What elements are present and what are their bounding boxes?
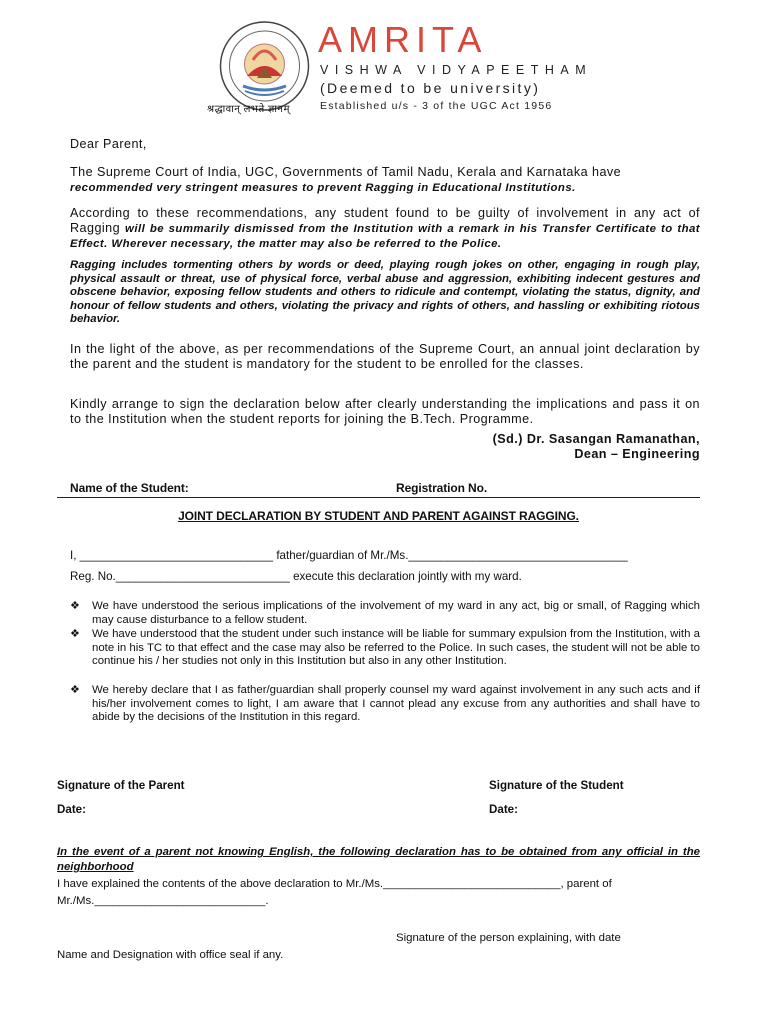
paragraph-2-text: According to these recommendations, any student found to be guilty of involvement in any act of Ragging	[70, 206, 700, 235]
list-item	[70, 684, 700, 726]
explain-line-2: Mr./Ms.___________________________.	[57, 895, 269, 907]
declaration-line-regno: Reg. No.___________________________ execute this declaration jointly with my ward.	[70, 570, 522, 583]
diamond-bullet-icon: ❖	[70, 684, 80, 696]
paragraph-5: Kindly arrange to sign the declaration below after clearly understanding the implications and pass it on to the Institution when the student reports for joining the B.Tech. Programme.	[70, 397, 700, 426]
designation-label: Name and Designation with office seal if any.	[57, 949, 284, 961]
divider	[57, 497, 700, 498]
paragraph-2-emphasis: will be summarily dismissed from the Institution with a remark in his Transfer Certificate to that Effect. Wherever necessary, the matter may also be referred to the Police.	[70, 222, 701, 251]
brand-name: AMRITA	[318, 19, 488, 60]
declaration-title: JOINT DECLARATION BY STUDENT AND PARENT AGAINST RAGGING.	[178, 509, 579, 523]
parent-signature-label: Signature of the Parent	[57, 779, 185, 792]
declaration-line-guardian: I, ______________________________ father/guardian of Mr./Ms.__________________________________	[70, 549, 628, 562]
parent-date-label: Date:	[57, 803, 86, 816]
paragraph-3: Ragging includes tormenting others by words or deed, playing rough jokes on other, engaging in rough play, physical assault or threat, use of physical force, verbal abuse and aggression, exhibiting indecent gestures and obscene behavior, exposing fellow students and others to ridicule and contempt, violating the status, dignity, and honour of fellow students and others, violating the privacy and rights of others, and hassling or exhibiting riotous behavior.	[70, 259, 700, 326]
brand-subtitle: VISHWA VIDYAPEETHAM	[320, 63, 593, 77]
diamond-bullet-icon: ❖	[70, 600, 80, 612]
list-item	[70, 628, 700, 684]
student-date-label: Date:	[489, 803, 518, 816]
english-note: In the event of a parent not knowing English, the following declaration has to be obtained from any official in the neighborhood	[57, 846, 700, 873]
signatory-title: Dean – Engineering	[574, 447, 700, 461]
student-signature-label: Signature of the Student	[489, 779, 624, 792]
bullet-list	[70, 600, 700, 726]
paragraph-2	[70, 206, 700, 252]
paragraph-1-text: The Supreme Court of India, UGC, Governments of Tamil Nadu, Kerala and Karnataka have	[70, 165, 622, 179]
brand-deemed-text: (Deemed to be university)	[320, 80, 541, 96]
diamond-bullet-icon: ❖	[70, 628, 80, 640]
bullet-text: We have understood that the student under such instance will be liable for summary expulsion from the Institution, with a note in his TC to that effect and the case may also be referred to the Police. In such cases, the student will not be able to continue his / her studies not only in this Institution but also in any other Institution.	[92, 628, 700, 668]
motto-text: श्रद्धावान् लभते ज्ञानम्	[207, 104, 290, 115]
explain-line-1: I have explained the contents of the above declaration to Mr./Ms.____________________________, parent of	[57, 878, 612, 890]
brand-established-text: Established u/s - 3 of the UGC Act 1956	[320, 100, 553, 112]
student-name-label: Name of the Student:	[70, 481, 189, 495]
paragraph-1	[70, 165, 700, 195]
explaining-signature-label: Signature of the person explaining, with date	[396, 932, 621, 944]
bullet-text: We have understood the serious implications of the involvement of my ward in any act, big or small, of Ragging which may cause disturbance to a fellow student.	[92, 600, 700, 626]
paragraph-4: In the light of the above, as per recommendations of the Supreme Court, an annual joint declaration by the parent and the student is mandatory for the student to be enrolled for the classes.	[70, 342, 700, 371]
signatory-name: (Sd.) Dr. Sasangan Ramanathan,	[492, 432, 700, 446]
paragraph-1-emphasis: recommended very stringent measures to prevent Ragging in Educational Institutions.	[70, 181, 576, 194]
salutation: Dear Parent,	[70, 137, 147, 151]
list-item	[70, 600, 700, 628]
registration-label: Registration No.	[396, 481, 488, 495]
bullet-text: We hereby declare that I as father/guardian shall properly counsel my ward against involvement in any such acts and if his/her involvement comes to light, I am aware that I cannot plead any excuse from any authorities and shall have to abide by the decisions of the Institution in this regard.	[92, 684, 700, 724]
